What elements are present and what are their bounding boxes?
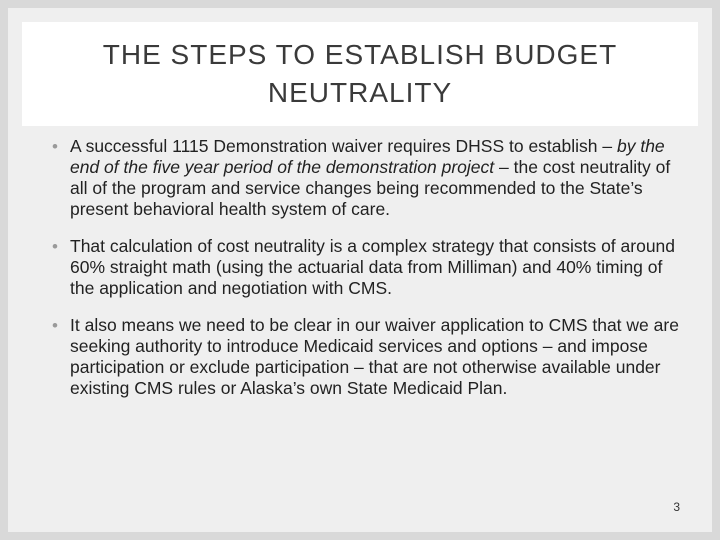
bullet-3-text: It also means we need to be clear in our waiver application to CMS that we are seeking authority to introduce Medicaid services and options – and impose participation or exclude participation – that are not otherwise available under existing CMS rules or Alaska’s own State Medicaid Plan. — [70, 315, 679, 398]
bullet-1-text-start: A successful 1115 Demonstration waiver requires DHSS to establish – — [70, 136, 617, 156]
bullet-dot-icon: • — [52, 237, 58, 256]
bullet-item-2 — [26, 236, 686, 299]
bullet-list — [26, 136, 686, 415]
bullet-item-1 — [26, 136, 686, 220]
page-number: 3 — [673, 500, 680, 514]
bullet-dot-icon: • — [52, 316, 58, 335]
slide — [8, 8, 712, 532]
title-box — [22, 22, 698, 126]
bullet-dot-icon: • — [52, 137, 58, 156]
bullet-2-text: That calculation of cost neutrality is a complex strategy that consists of around 60% straight math (using the actuarial data from Milliman) and 40% timing of the application and negotiation with CMS. — [70, 236, 676, 298]
slide-title: THE STEPS TO ESTABLISH BUDGET NEUTRALITY — [102, 39, 618, 108]
bullet-item-3 — [26, 315, 686, 399]
bullet-1-text-emphasis: by the end of the five year period of the demonstration project — [70, 136, 665, 177]
bullet-1-text-end: – the cost neutrality of all of the program and service changes being recommended to the State’s present behavioral health system of care. — [70, 157, 671, 219]
